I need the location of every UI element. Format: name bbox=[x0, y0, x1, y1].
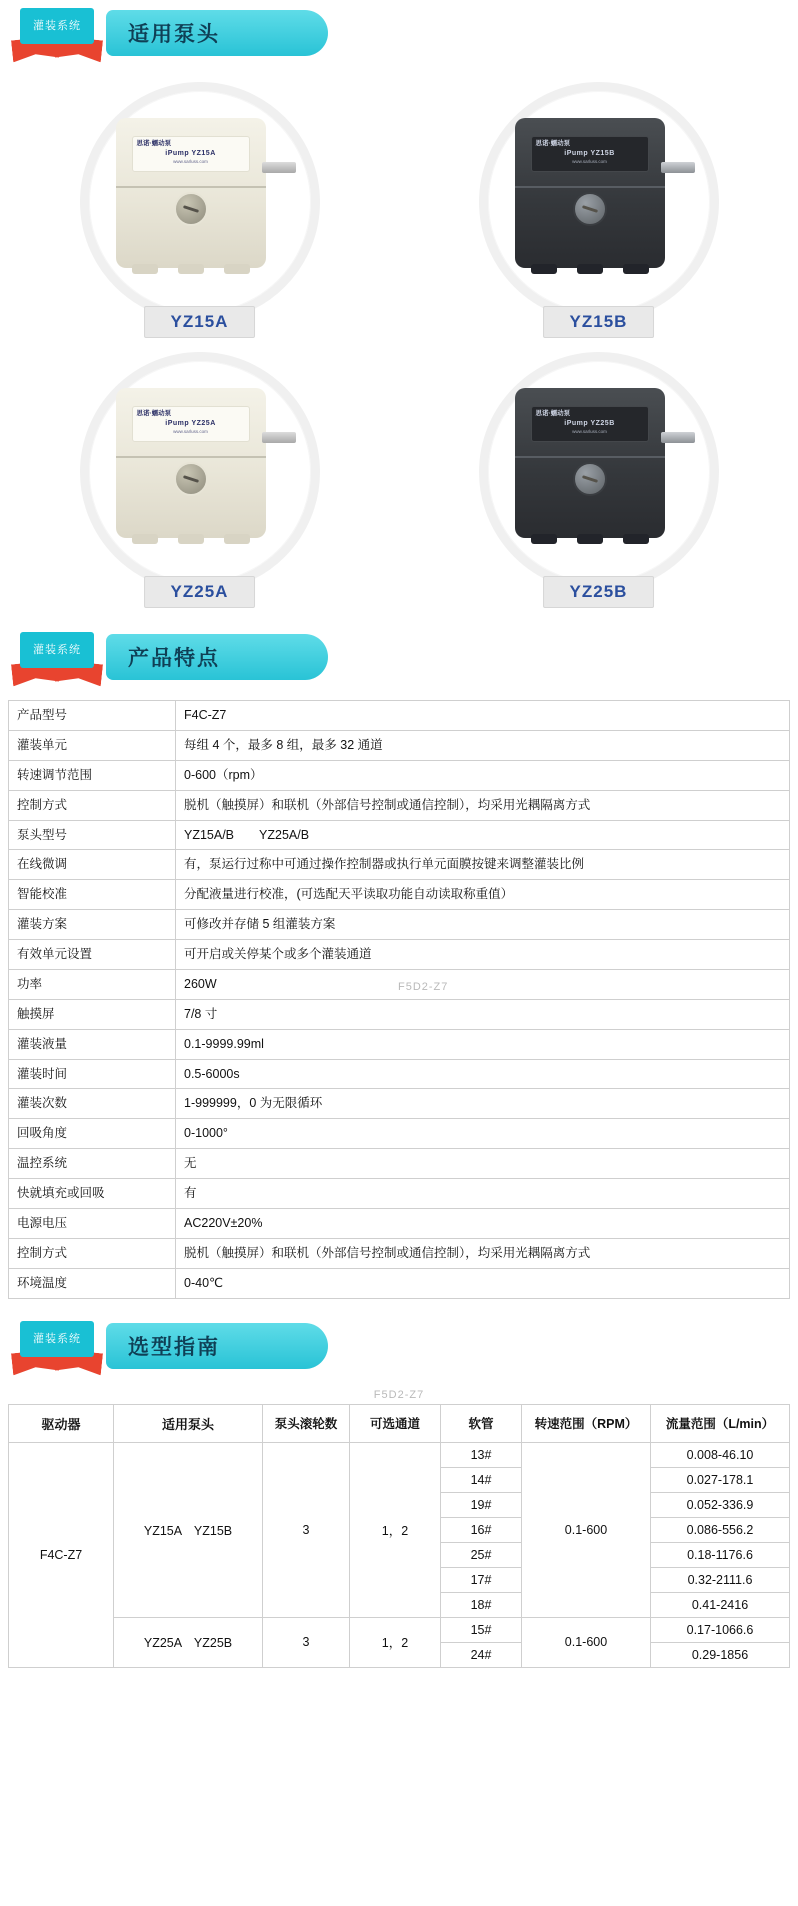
pump-foot bbox=[577, 264, 603, 274]
spec-table-wrapper bbox=[0, 696, 798, 1313]
table-row bbox=[9, 999, 790, 1029]
spec-value: 260W bbox=[176, 969, 790, 999]
spec-key: 温控系统 bbox=[9, 1149, 176, 1179]
pump-rotor-hub bbox=[174, 462, 208, 496]
col-rollers: 泵头滚轮数 bbox=[263, 1404, 350, 1442]
ribbon-badge-icon bbox=[12, 632, 102, 694]
pump-foot bbox=[224, 534, 250, 544]
section-title-guide: 选型指南 bbox=[106, 1323, 328, 1369]
spec-key: 灌装次数 bbox=[9, 1089, 176, 1119]
table-row bbox=[9, 760, 790, 790]
table-row bbox=[9, 910, 790, 940]
spec-value: AC220V±20% bbox=[176, 1208, 790, 1238]
col-pump-head: 适用泵头 bbox=[114, 1404, 263, 1442]
table-row bbox=[9, 850, 790, 880]
pump-seam bbox=[116, 186, 266, 188]
pump-foot bbox=[531, 534, 557, 544]
pump-seam bbox=[116, 456, 266, 458]
pump-brand: 思诺·蠕动泵 bbox=[136, 140, 172, 147]
ribbon-label: 灌装系统 bbox=[33, 20, 81, 32]
table-row bbox=[9, 880, 790, 910]
cell-flow: 0.41-2416 bbox=[651, 1592, 790, 1617]
pump-brand: 思诺·蠕动泵 bbox=[535, 410, 571, 417]
cell-flow: 0.17-1066.6 bbox=[651, 1617, 790, 1642]
section-title-pumps: 适用泵头 bbox=[106, 10, 328, 56]
ribbon-label: 灌装系统 bbox=[33, 644, 81, 656]
spec-key: 控制方式 bbox=[9, 790, 176, 820]
spec-key: 回吸角度 bbox=[9, 1119, 176, 1149]
section-banner-features bbox=[0, 624, 798, 696]
spec-key: 触摸屏 bbox=[9, 999, 176, 1029]
col-flow-range: 流量范围（L/min） bbox=[651, 1404, 790, 1442]
spec-key: 在线微调 bbox=[9, 850, 176, 880]
pump-item bbox=[399, 76, 798, 346]
spec-value: 0.5-6000s bbox=[176, 1059, 790, 1089]
spec-value: 有，泵运行过称中可通过操作控制器或执行单元面膜按键来调整灌装比例 bbox=[176, 850, 790, 880]
col-driver: 驱动器 bbox=[9, 1404, 114, 1442]
ribbon-badge-icon bbox=[12, 8, 102, 70]
spec-value: 7/8 寸 bbox=[176, 999, 790, 1029]
cell-tube: 19# bbox=[441, 1492, 522, 1517]
spec-value: 分配液量进行校准，(可选配天平读取功能自动读取称重值） bbox=[176, 880, 790, 910]
pump-shaft bbox=[661, 162, 695, 173]
cell-flow: 0.29-1856 bbox=[651, 1642, 790, 1667]
guide-table-wrapper bbox=[0, 1385, 798, 1684]
table-row bbox=[9, 1059, 790, 1089]
pump-nameplate bbox=[132, 406, 250, 442]
pump-url: www.sarluss.com bbox=[173, 159, 208, 164]
table-row bbox=[9, 969, 790, 999]
spec-key: 智能校准 bbox=[9, 880, 176, 910]
pump-caption: YZ15B bbox=[543, 306, 655, 338]
table-row bbox=[9, 1208, 790, 1238]
pump-foot bbox=[132, 264, 158, 274]
pump-caption: YZ15A bbox=[144, 306, 256, 338]
pump-photo bbox=[515, 118, 683, 268]
spec-value: 0-600（rpm） bbox=[176, 760, 790, 790]
pump-foot bbox=[623, 264, 649, 274]
spec-value: 0-40℃ bbox=[176, 1268, 790, 1298]
pump-foot bbox=[178, 534, 204, 544]
selection-guide-table bbox=[8, 1404, 790, 1668]
cell-channels: 1，2 bbox=[350, 1442, 441, 1617]
table-row bbox=[9, 1617, 790, 1642]
cell-flow: 0.008-46.10 bbox=[651, 1442, 790, 1467]
pump-item bbox=[399, 346, 798, 616]
watermark-text: F5D2-Z7 bbox=[373, 1388, 425, 1401]
table-row bbox=[9, 1029, 790, 1059]
pump-seam bbox=[515, 186, 665, 188]
cell-flow: 0.027-178.1 bbox=[651, 1467, 790, 1492]
cell-tube: 14# bbox=[441, 1467, 522, 1492]
table-row bbox=[9, 1442, 790, 1467]
table-row bbox=[9, 1089, 790, 1119]
guide-table-head bbox=[9, 1404, 790, 1442]
pump-foot bbox=[132, 534, 158, 544]
cell-tube: 13# bbox=[441, 1442, 522, 1467]
watermark-text: F5D2-Z7 bbox=[398, 981, 449, 993]
table-row bbox=[9, 1238, 790, 1268]
spec-value: 无 bbox=[176, 1149, 790, 1179]
pump-model: iPump YZ25A bbox=[165, 420, 216, 427]
table-row bbox=[9, 1119, 790, 1149]
cell-tube: 15# bbox=[441, 1617, 522, 1642]
pump-model: iPump YZ15B bbox=[564, 150, 615, 157]
cell-tube: 16# bbox=[441, 1517, 522, 1542]
spec-key: 灌装单元 bbox=[9, 730, 176, 760]
pump-brand: 思诺·蠕动泵 bbox=[136, 410, 172, 417]
spec-value: 脱机（触摸屏）和联机（外部信号控制或通信控制），均采用光耦隔离方式 bbox=[176, 1238, 790, 1268]
spec-key: 功率 bbox=[9, 969, 176, 999]
pump-foot bbox=[178, 264, 204, 274]
spec-key: 灌装方案 bbox=[9, 910, 176, 940]
cell-flow: 0.052-336.9 bbox=[651, 1492, 790, 1517]
pump-nameplate bbox=[531, 406, 649, 442]
table-row bbox=[9, 701, 790, 731]
pump-rotor-hub bbox=[174, 192, 208, 226]
pump-rotor-hub bbox=[573, 192, 607, 226]
guide-table-body bbox=[9, 1442, 790, 1667]
table-row bbox=[9, 940, 790, 970]
spec-key: 有效单元设置 bbox=[9, 940, 176, 970]
pump-brand: 思诺·蠕动泵 bbox=[535, 140, 571, 147]
pump-photo bbox=[116, 388, 284, 538]
pump-nameplate bbox=[531, 136, 649, 172]
spec-value: YZ15A/B YZ25A/B bbox=[176, 820, 790, 850]
pump-photo bbox=[116, 118, 284, 268]
pump-foot bbox=[531, 264, 557, 274]
table-row bbox=[9, 730, 790, 760]
cell-tube: 25# bbox=[441, 1542, 522, 1567]
spec-key: 灌装时间 bbox=[9, 1059, 176, 1089]
table-header-row bbox=[9, 1404, 790, 1442]
table-row bbox=[9, 1179, 790, 1209]
cell-flow: 0.086-556.2 bbox=[651, 1517, 790, 1542]
cell-flow: 0.18-1176.6 bbox=[651, 1542, 790, 1567]
spec-key: 泵头型号 bbox=[9, 820, 176, 850]
pump-caption: YZ25A bbox=[144, 576, 256, 608]
spec-value: F4C-Z7 bbox=[176, 701, 790, 731]
spec-value: 0-1000° bbox=[176, 1119, 790, 1149]
table-row bbox=[9, 790, 790, 820]
pump-url: www.sarluss.com bbox=[173, 429, 208, 434]
spec-key: 转速调节范围 bbox=[9, 760, 176, 790]
spec-value: 脱机（触摸屏）和联机（外部信号控制或通信控制），均采用光耦隔离方式 bbox=[176, 790, 790, 820]
pump-rotor-hub bbox=[573, 462, 607, 496]
spec-key: 灌装液量 bbox=[9, 1029, 176, 1059]
cell-speed: 0.1-600 bbox=[522, 1617, 651, 1667]
spec-value: 每组 4 个，最多 8 组，最多 32 通道 bbox=[176, 730, 790, 760]
table-row bbox=[9, 1149, 790, 1179]
spec-value: 0.1-9999.99ml bbox=[176, 1029, 790, 1059]
pump-item bbox=[0, 76, 399, 346]
spec-value: 可开启或关停某个或多个灌装通道 bbox=[176, 940, 790, 970]
section-title-features: 产品特点 bbox=[106, 634, 328, 680]
pump-shaft bbox=[661, 432, 695, 443]
spec-value: 1-999999，0 为无限循环 bbox=[176, 1089, 790, 1119]
spec-key: 快就填充或回吸 bbox=[9, 1179, 176, 1209]
pump-gallery bbox=[0, 72, 798, 624]
pump-seam bbox=[515, 456, 665, 458]
cell-tube: 17# bbox=[441, 1567, 522, 1592]
spec-table-body bbox=[9, 701, 790, 1299]
pump-foot bbox=[623, 534, 649, 544]
pump-photo bbox=[515, 388, 683, 538]
pump-model: iPump YZ15A bbox=[165, 150, 216, 157]
col-tube: 软管 bbox=[441, 1404, 522, 1442]
pump-nameplate bbox=[132, 136, 250, 172]
cell-tube: 18# bbox=[441, 1592, 522, 1617]
spec-value: 有 bbox=[176, 1179, 790, 1209]
cell-rollers: 3 bbox=[263, 1617, 350, 1667]
spec-key: 控制方式 bbox=[9, 1238, 176, 1268]
pump-model: iPump YZ25B bbox=[564, 420, 615, 427]
pump-url: www.sarluss.com bbox=[572, 159, 607, 164]
cell-speed: 0.1-600 bbox=[522, 1442, 651, 1617]
pump-shaft bbox=[262, 162, 296, 173]
pump-foot bbox=[577, 534, 603, 544]
section-banner-pumps bbox=[0, 0, 798, 72]
cell-driver: F4C-Z7 bbox=[9, 1442, 114, 1667]
pump-shaft bbox=[262, 432, 296, 443]
table-row bbox=[9, 820, 790, 850]
spec-value: 可修改并存储 5 组灌装方案 bbox=[176, 910, 790, 940]
cell-channels: 1，2 bbox=[350, 1617, 441, 1667]
col-channels: 可选通道 bbox=[350, 1404, 441, 1442]
cell-pump-head: YZ15A YZ15B bbox=[114, 1442, 263, 1617]
ribbon-label: 灌装系统 bbox=[33, 1332, 81, 1345]
spec-key: 产品型号 bbox=[9, 701, 176, 731]
ribbon-badge-icon bbox=[12, 1321, 102, 1383]
cell-flow: 0.32-2111.6 bbox=[651, 1567, 790, 1592]
col-speed-range: 转速范围（RPM） bbox=[522, 1404, 651, 1442]
section-banner-guide bbox=[0, 1313, 798, 1385]
cell-rollers: 3 bbox=[263, 1442, 350, 1617]
cell-pump-head: YZ25A YZ25B bbox=[114, 1617, 263, 1667]
table-row bbox=[9, 1268, 790, 1298]
cell-tube: 24# bbox=[441, 1642, 522, 1667]
pump-foot bbox=[224, 264, 250, 274]
spec-key: 环境温度 bbox=[9, 1268, 176, 1298]
pump-item bbox=[0, 346, 399, 616]
pump-url: www.sarluss.com bbox=[572, 429, 607, 434]
spec-table bbox=[8, 700, 790, 1299]
pump-caption: YZ25B bbox=[543, 576, 655, 608]
spec-key: 电源电压 bbox=[9, 1208, 176, 1238]
